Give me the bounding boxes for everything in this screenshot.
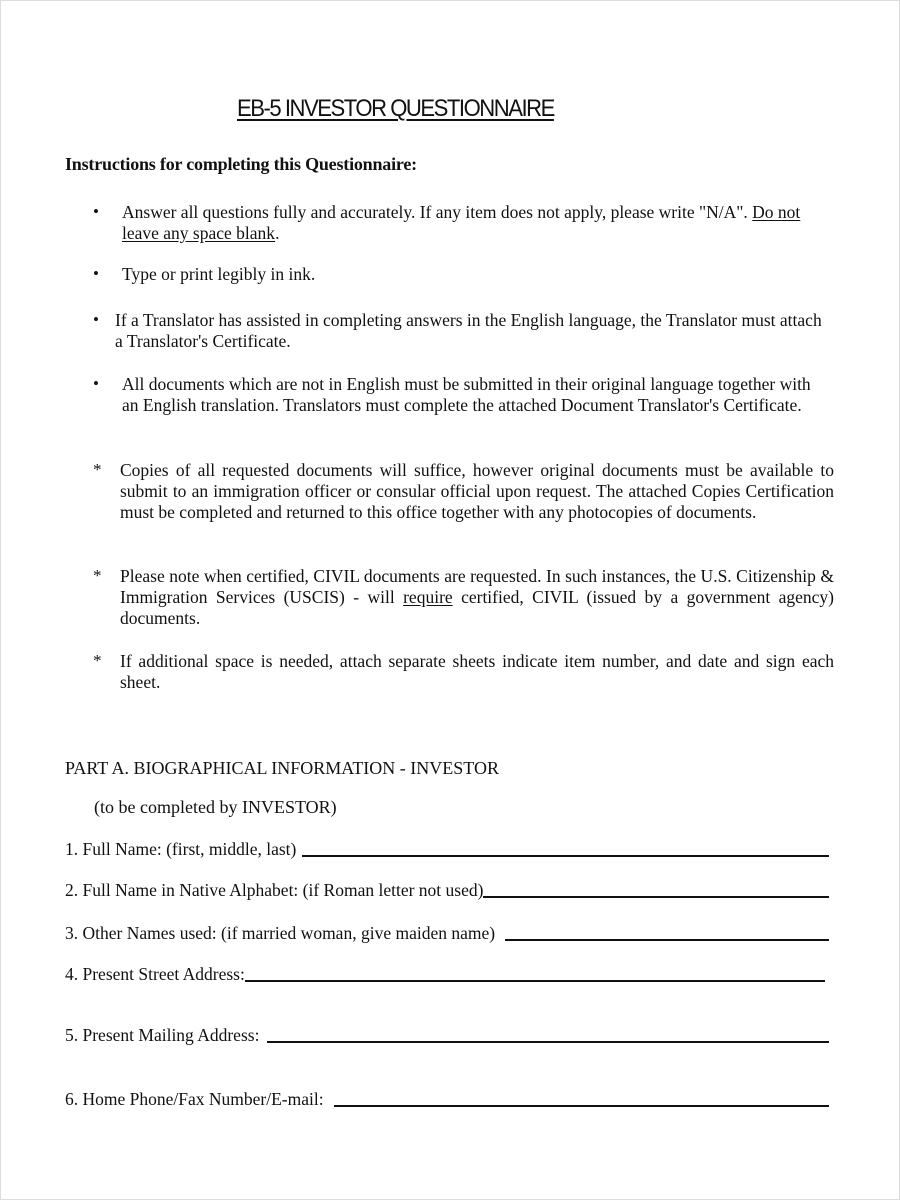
asterisk-marker: * bbox=[93, 566, 102, 585]
instruction-item: Answer all questions fully and accurately. If any item does not apply, please write "N/A". Do not leave any space blank. bbox=[122, 202, 801, 243]
phone-fax-email-input-line[interactable] bbox=[334, 1104, 829, 1107]
phone-fax-email-field[interactable]: 6. Home Phone/Fax Number/E-mail: bbox=[65, 1089, 829, 1110]
asterisk-marker: * bbox=[93, 651, 102, 670]
instruction-item: If additional space is needed, attach separate sheets indicate item number, and date and sign each sheet. bbox=[120, 651, 834, 692]
native-name-input-line[interactable] bbox=[483, 895, 829, 898]
instruction-item: Please note when certified, CIVIL documents are requested. In such instances, the U.S. Citizenship & Immigration Services (USCIS) - will require certified, CIVIL (issued by a government agency) documents. bbox=[120, 566, 834, 628]
part-a-heading: PART A. BIOGRAPHICAL INFORMATION - INVESTOR bbox=[65, 758, 499, 778]
instruction-item: All documents which are not in English must be submitted in their original language together with an English translation. Translators must complete the attached Document Translator's Certificate. bbox=[122, 374, 811, 415]
instruction-item: Type or print legibly in ink. bbox=[122, 264, 316, 284]
other-names-input-line[interactable] bbox=[505, 938, 829, 941]
document-title: EB-5 INVESTOR QUESTIONNAIRE bbox=[237, 95, 554, 122]
street-address-field[interactable]: 4. Present Street Address: bbox=[65, 964, 825, 985]
instruction-item: If a Translator has assisted in completing answers in the English language, the Translator must attach a Translator's Certificate. bbox=[115, 310, 822, 351]
full-name-field[interactable]: 1. Full Name: (first, middle, last) bbox=[65, 839, 829, 860]
native-name-field[interactable]: 2. Full Name in Native Alphabet: (if Roman letter not used) bbox=[65, 880, 829, 901]
full-name-input-line[interactable] bbox=[302, 854, 829, 857]
mailing-address-input-line[interactable] bbox=[267, 1040, 829, 1043]
bullet-marker: • bbox=[93, 264, 99, 283]
bullet-marker: • bbox=[93, 310, 99, 329]
bullet-marker: • bbox=[93, 202, 99, 221]
street-address-input-line[interactable] bbox=[245, 979, 825, 982]
mailing-address-field[interactable]: 5. Present Mailing Address: bbox=[65, 1025, 829, 1046]
other-names-field[interactable]: 3. Other Names used: (if married woman, give maiden name) bbox=[65, 923, 829, 944]
bullet-marker: • bbox=[93, 374, 99, 393]
asterisk-marker: * bbox=[93, 460, 102, 479]
instruction-item: Copies of all requested documents will suffice, however original documents must be available to submit to an immigration officer or consular official upon request. The attached Copies Certification must be completed and returned to this office together with any photocopies of documents. bbox=[120, 460, 834, 522]
part-a-subheading: (to be completed by INVESTOR) bbox=[94, 797, 337, 817]
instructions-heading: Instructions for completing this Questionnaire: bbox=[65, 154, 417, 174]
